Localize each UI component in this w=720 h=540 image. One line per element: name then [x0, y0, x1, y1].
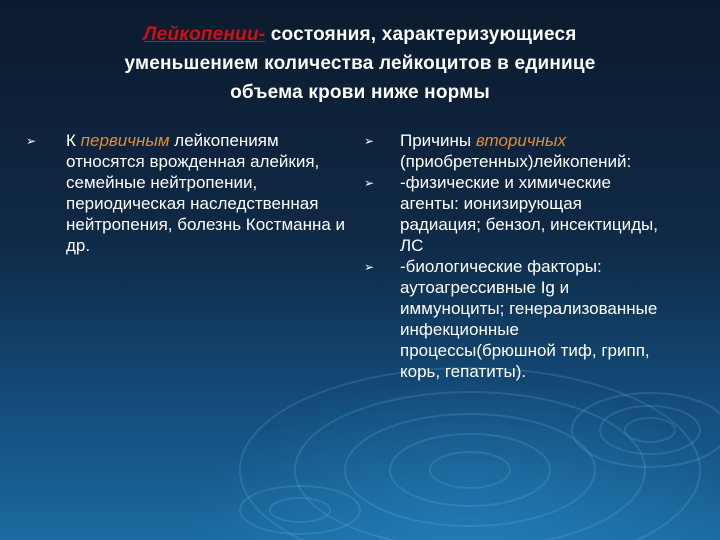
arrowhead-bullet-icon: ➢ [26, 134, 37, 148]
left-column [24, 130, 354, 256]
bullet-suffix: (приобретенных)лейкопений: [400, 152, 632, 171]
list-item [362, 130, 662, 172]
list-item [362, 256, 662, 382]
title-term: Лейкопении- [143, 24, 266, 45]
arrowhead-bullet-icon: ➢ [364, 134, 375, 148]
bullet-prefix: К [66, 131, 81, 150]
bullet-emphasis: вторичных [475, 131, 567, 150]
title-line-1 [40, 20, 680, 49]
arrowhead-bullet-icon: ➢ [364, 176, 375, 190]
title-line-3: объема крови ниже нормы [230, 82, 490, 103]
right-column [362, 130, 662, 382]
list-item [362, 172, 662, 256]
title-line-1-rest: состояния, характеризующиеся [265, 24, 577, 45]
bullet-text: -физические и химические агенты: ионизирующая радиация; бензол, инсектициды, ЛС [400, 173, 658, 255]
list-item [24, 130, 354, 256]
slide-title [40, 20, 680, 107]
bullet-emphasis: первичным [80, 131, 170, 150]
arrowhead-bullet-icon: ➢ [364, 260, 375, 274]
bullet-prefix: Причины [400, 131, 476, 150]
bullet-text: -биологические факторы: аутоагрессивные Ig и иммуноциты; генерализованные инфекционные процессы(брюшной тиф, грипп, корь, гепатиты). [400, 257, 658, 381]
bullet-suffix: лейкопениям относятся врожденная алейкия, семейные нейтропении, периодическая наследственная нейтропения, болезнь Костманна и др. [66, 131, 346, 255]
title-line-2: уменьшением количества лейкоцитов в единице [124, 53, 596, 74]
